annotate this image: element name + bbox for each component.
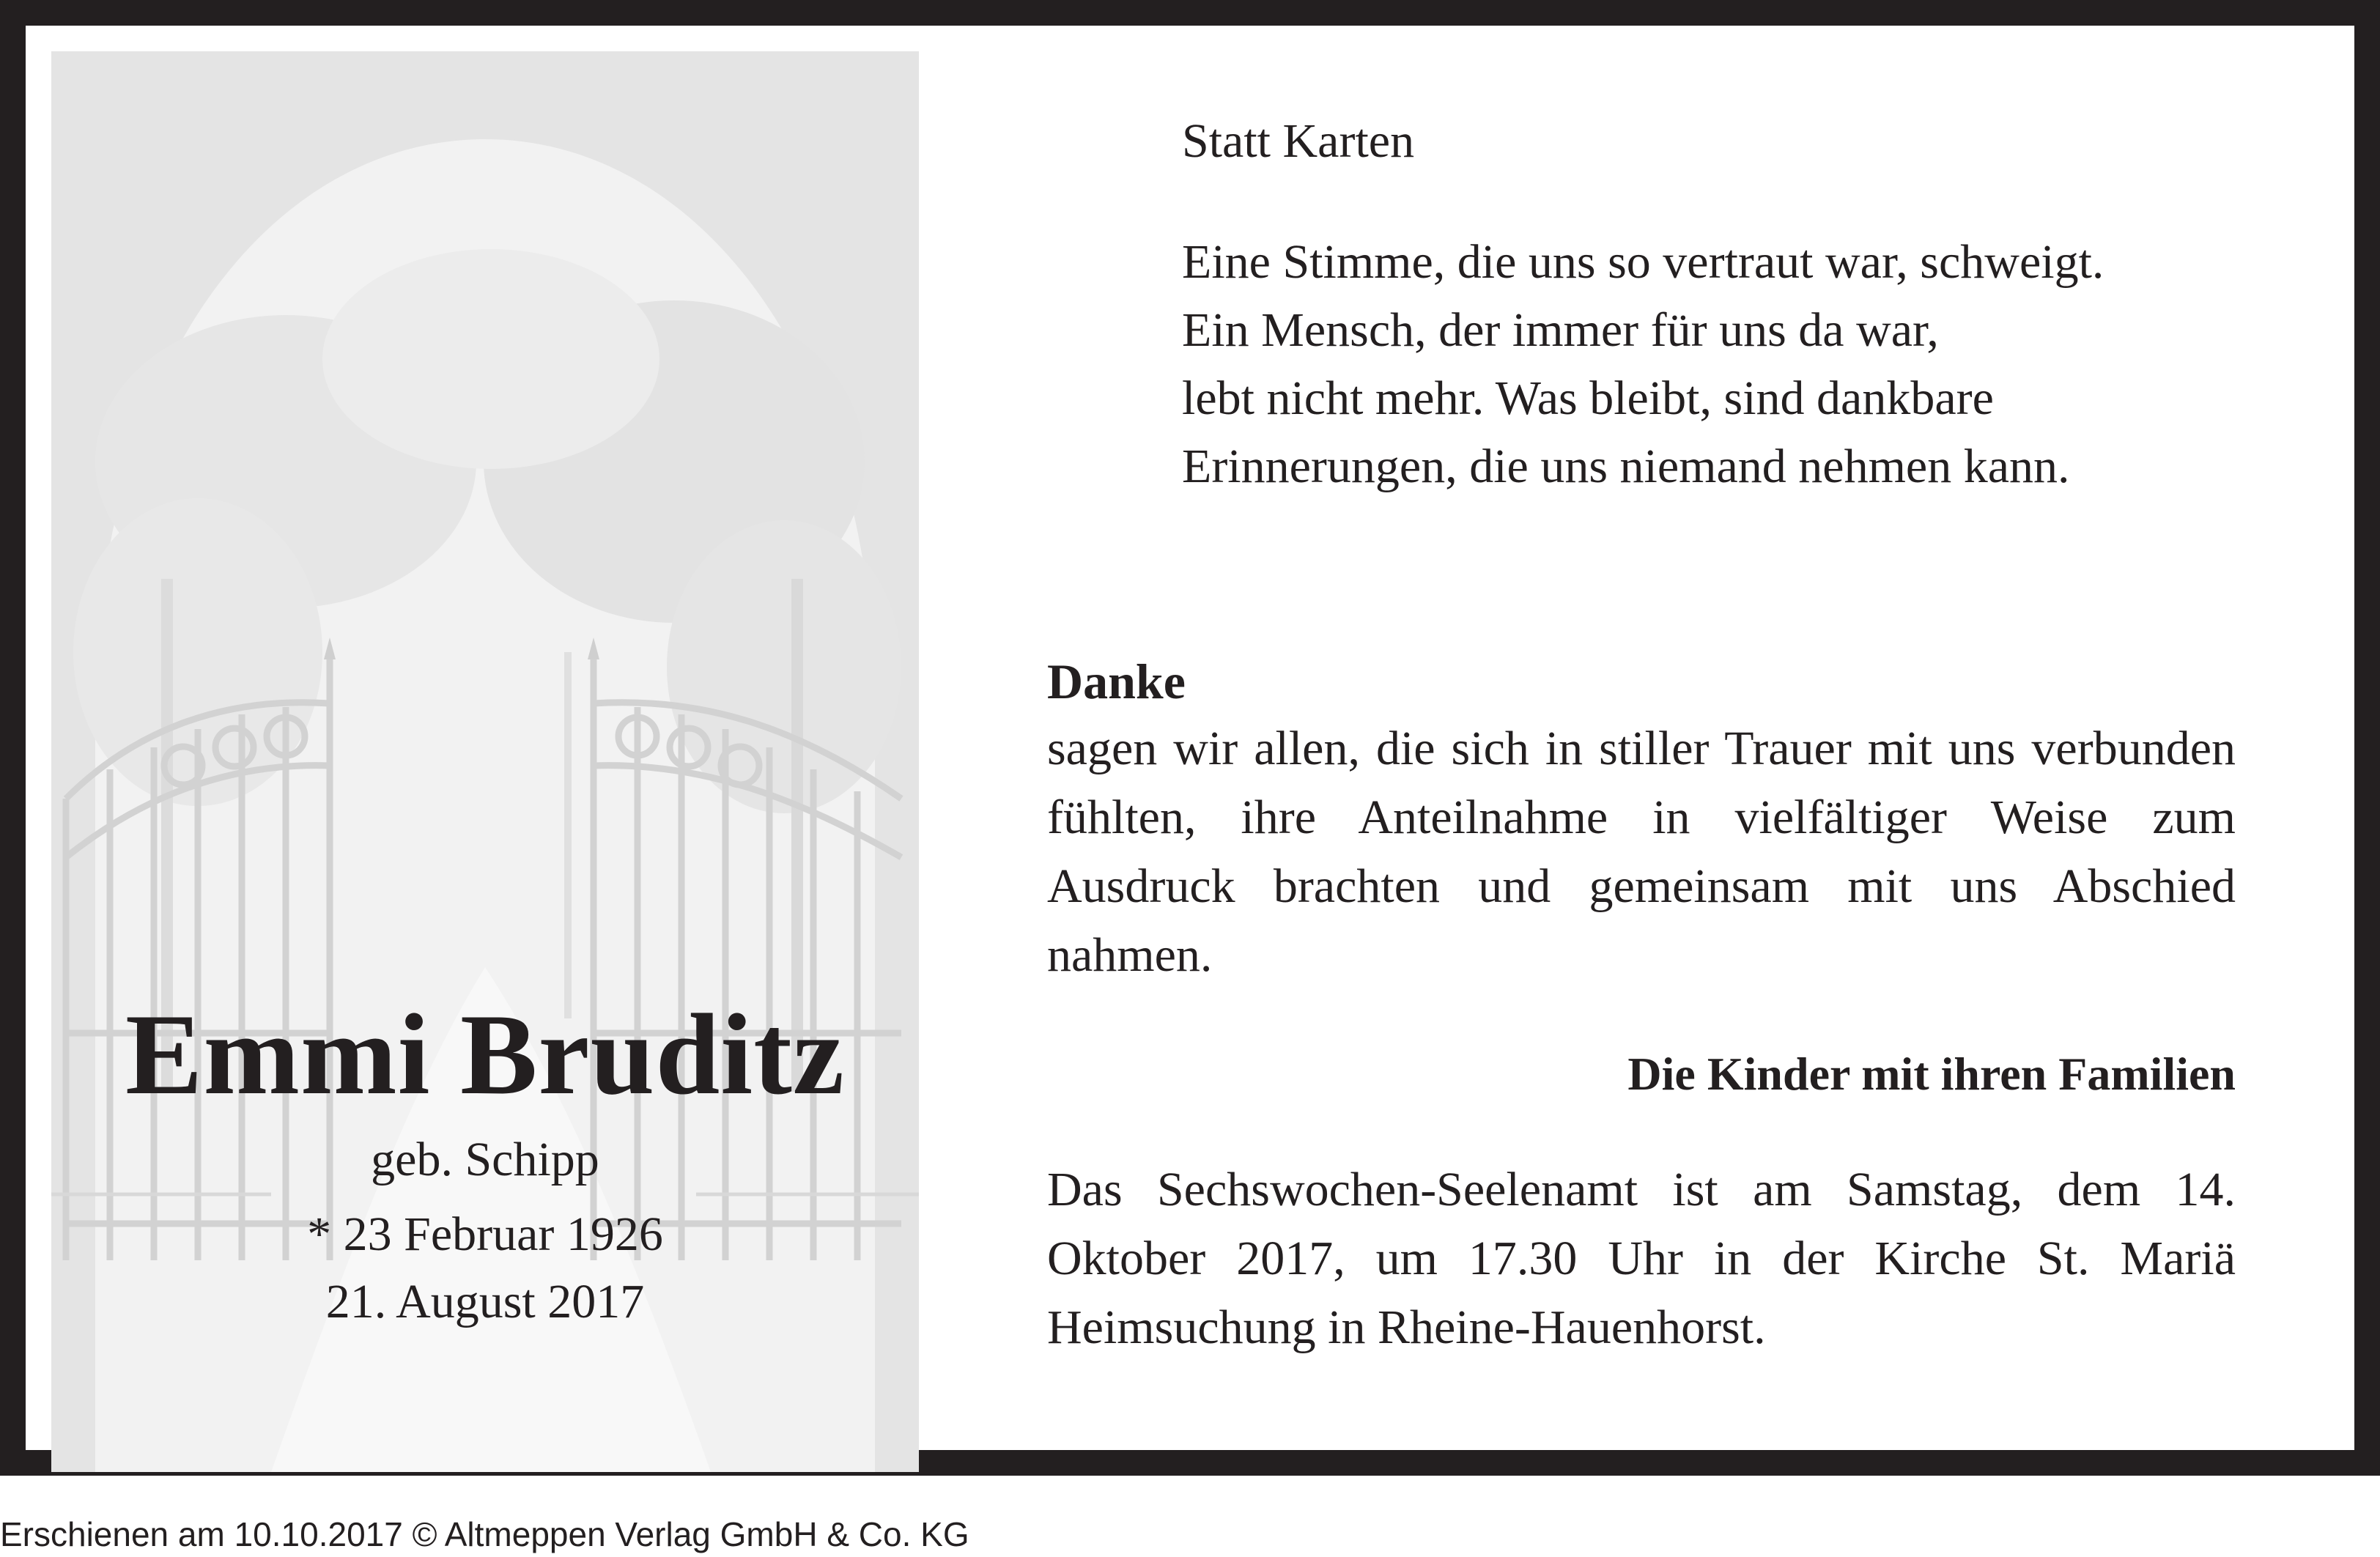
poem-line: lebt nicht mehr. Was bleibt, sind dankbare [1182, 371, 1994, 425]
service-notice: Das Sechswochen-Seelenamt ist am Samstag, dem 14. Oktober 2017, um 17.30 Uhr in der Kirche St. Mariä Heimsuchung in Rheine-Hauenhorst. [1047, 1163, 2236, 1354]
deceased-info [51, 993, 919, 1336]
deceased-name: Emmi Bruditz [125, 991, 845, 1119]
family-signature: Die Kinder mit ihren Familien [1627, 1048, 2236, 1100]
thanks-text: sagen wir allen, die sich in stiller Trauer mit uns verbunden fühlten, ihre Anteilnahme in vielfältiger Weise zum Ausdruck brachten und gemeinsam mit uns Abschied nahmen. [1047, 722, 2236, 982]
death-date: 21. August 2017 [325, 1275, 645, 1328]
thanks-heading: Danke [1047, 654, 1186, 709]
poem-line: Erinnerungen, die uns niemand nehmen kann. [1182, 440, 2070, 493]
publication-footer: Erschienen am 10.10.2017 © Altmeppen Verlag GmbH & Co. KG [0, 1515, 969, 1553]
poem-line: Eine Stimme, die uns so vertraut war, schweigt. [1182, 235, 2104, 289]
poem [1182, 228, 2104, 500]
birth-date: * 23 Februar 1926 [307, 1207, 663, 1261]
announcement-header: Statt Karten [1182, 114, 1415, 168]
maiden-name: geb. Schipp [371, 1133, 599, 1186]
poem-line: Ein Mensch, der immer für uns da war, [1182, 303, 1939, 357]
